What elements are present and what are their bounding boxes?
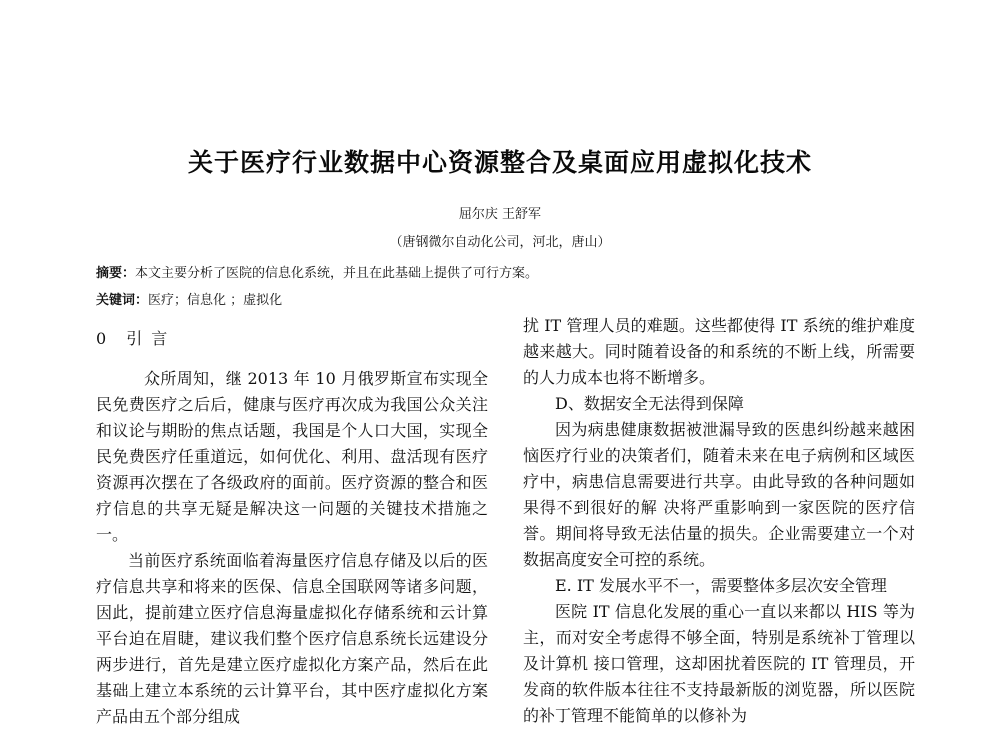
- section-number: 0: [96, 329, 109, 348]
- keywords-text: 医疗；信息化 ；虚拟化: [148, 293, 283, 308]
- heading-e: E. IT 发展水平不一，需要整体多层次安全管理: [555, 576, 887, 595]
- abstract-label: 摘要：: [96, 266, 136, 281]
- intro-paragraph-2: 当前医疗系统面临着海量医疗信息存储及以后的医疗信息共享和将来的医保、信息全国联网等诸多问题，因此，提前建立医疗信息海量虚拟化存储系统和云计算平台迫在眉睫，建议我们整个医疗信息系统长远建设分两步进行，首先是建立医疗虚拟化方案产品，然后在此基础上建立本系统的云计算平台，其中医疗虚拟化方案产品由五个部分组成: [96, 551, 488, 726]
- authors: 屈尔庆 王舒军: [458, 207, 542, 222]
- right-paragraph-2: 因为病患健康数据被泄漏导致的医患纠纷越来越困恼医疗行业的决策者们，随着未来在电子病例和区域医疗中，病患信息需要进行共享。由此导致的各种问题如果得不到很好的解 决将严重影响到一家医院的医疗信誉。期间将导致无法估量的损失。企业需要建立一个对数据高度安全可控的系统。: [523, 420, 915, 569]
- section-title: 引 言: [126, 329, 170, 348]
- paper-title: 关于医疗行业数据中心资源整合及桌面应用虚拟化技术: [187, 148, 812, 177]
- abstract-text: 本文主要分析了医院的信息化系统，并且在此基础上提供了可行方案。: [135, 266, 539, 281]
- keywords: [96, 289, 916, 308]
- keywords-label: 关键词：: [96, 293, 149, 308]
- right-column: [523, 313, 915, 729]
- affiliation: （唐钢微尔自动化公司，河北，唐山）: [389, 235, 611, 250]
- heading-d: D、数据安全无法得到保障: [555, 394, 744, 413]
- intro-paragraph-1: 众所周知，继 2013 年 10 月俄罗斯宣布实现全民免费医疗之后后，健康与医疗再次成为我国公众关注和议论与期盼的焦点话题，我国是个人口大国，实现全民免费医疗任重道远，如何优化、利用、盘活现有医疗资源再次摆在了各级政府的面前。医疗资源的整合和医疗信息的共享无疑是解决这一问题的关键技术措施之一。: [96, 369, 488, 544]
- section-heading-introduction: [96, 325, 488, 353]
- right-paragraph-1: 扰 IT 管理人员的难题。这些都使得 IT 系统的维护难度越来越大。同时随着设备的和系统的不断上线，所需要的人力成本也将不断增多。: [523, 316, 915, 387]
- right-paragraph-3: 医院 IT 信息化发展的重心一直以来都以 HIS 等为主，而对安全考虑得不够全面，特别是系统补丁管理以及计算机 接口管理，这却困扰着医院的 IT 管理员，开发商的软件版本往往不支持最新版的浏览器，所以医院的补丁管理不能简单的以修补为: [523, 602, 915, 725]
- abstract: [96, 262, 916, 281]
- left-column: [96, 325, 488, 730]
